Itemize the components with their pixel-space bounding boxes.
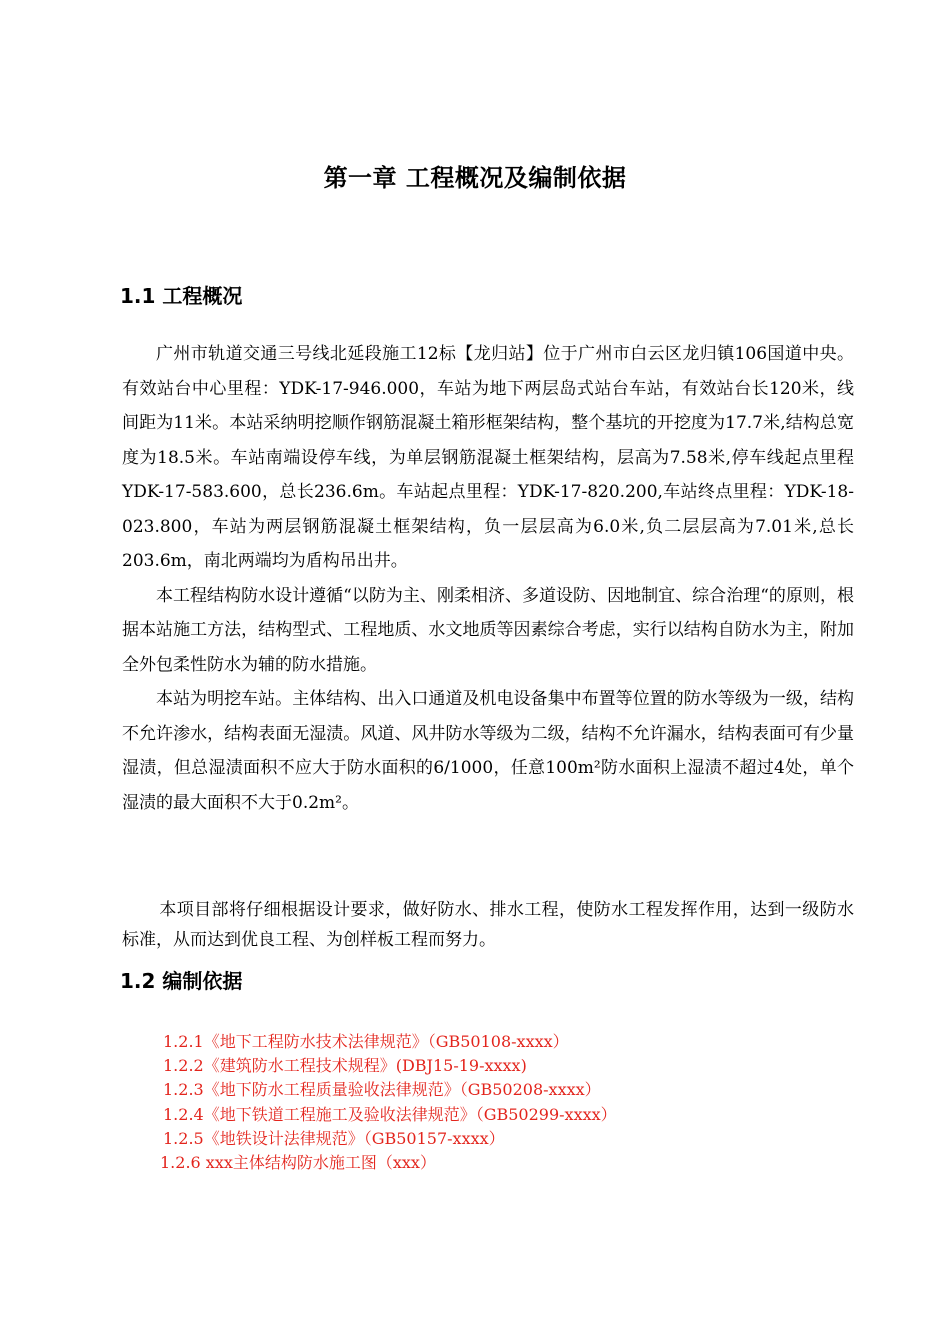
reference-item: 1.2.1《地下工程防水技术法律规范》（GB50108-xxxx）	[163, 1032, 569, 1051]
overview-body	[122, 337, 854, 820]
reference-item: 1.2.5《地铁设计法律规范》（GB50157-xxxx）	[163, 1128, 505, 1148]
section-title-basis: 1.2 编制依据	[120, 969, 243, 993]
paragraph-waterproof-grade: 本站为明挖车站。主体结构、出入口通道及机电设备集中布置等位置的防水等级为一级，结构不允许渗水，结构表面无湿渍。风道、风井防水等级为二级，结构不允许漏水，结构表面可有少量湿渍，但总湿渍面积不应大于防水面积的6/1000，任意100m²防水面积上湿渍不超过4处，单个湿渍的最大面积不大于0.2m²。	[122, 689, 854, 813]
reference-item: 1.2.2《建筑防水工程技术规程》(DBJ15-19-xxxx)	[163, 1056, 527, 1076]
chapter-title: 第一章 工程概况及编制依据	[323, 164, 627, 192]
paragraph-design-principle: 本工程结构防水设计遵循“以防为主、刚柔相济、多道设防、因地制宜、综合治理“的原则，根据本站施工方法，结构型式、工程地质、水文地质等因素综合考虑，实行以结构自防水为主，附加全外包柔性防水为辅的防水措施。	[122, 585, 854, 675]
paragraph-project-location: 广州市轨道交通三号线北延段施工12标【龙归站】位于广州市白云区龙归镇106国道中央。有效站台中心里程：YDK-17-946.000，车站为地下两层岛式站台车站，有效站台长120米，线间距为11米。本站采纳明挖顺作钢筋混凝土箱形框架结构，整个基坑的开挖度为17.7米,结构总宽度为18.5米。车站南端设停车线，为单层钢筋混凝土框架结构，层高为7.58米,停车线起点里程YDK-17-583.600，总长236.6m。车站起点里程：YDK-17-820.200,车站终点里程：YDK-18-023.800，车站为两层钢筋混凝土框架结构，负一层层高为6.0米,负二层层高为7.01米,总长203.6m，南北两端均为盾构吊出井。	[122, 344, 854, 571]
paragraph-project-goal: 本项目部将仔细根据设计要求，做好防水、排水工程，使防水工程发挥作用，达到一级防水标准，从而达到优良工程、为创样板工程而努力。	[122, 900, 854, 950]
reference-item: 1.2.6 xxx主体结构防水施工图（xxx）	[160, 1153, 436, 1173]
reference-item: 1.2.4《地下铁道工程施工及验收法律规范》（GB50299-xxxx）	[163, 1104, 617, 1124]
reference-list	[160, 1030, 617, 1175]
section-title-overview: 1.1 工程概况	[120, 284, 243, 308]
reference-item: 1.2.3《地下防水工程质量验收法律规范》（GB50208-xxxx）	[163, 1080, 601, 1100]
